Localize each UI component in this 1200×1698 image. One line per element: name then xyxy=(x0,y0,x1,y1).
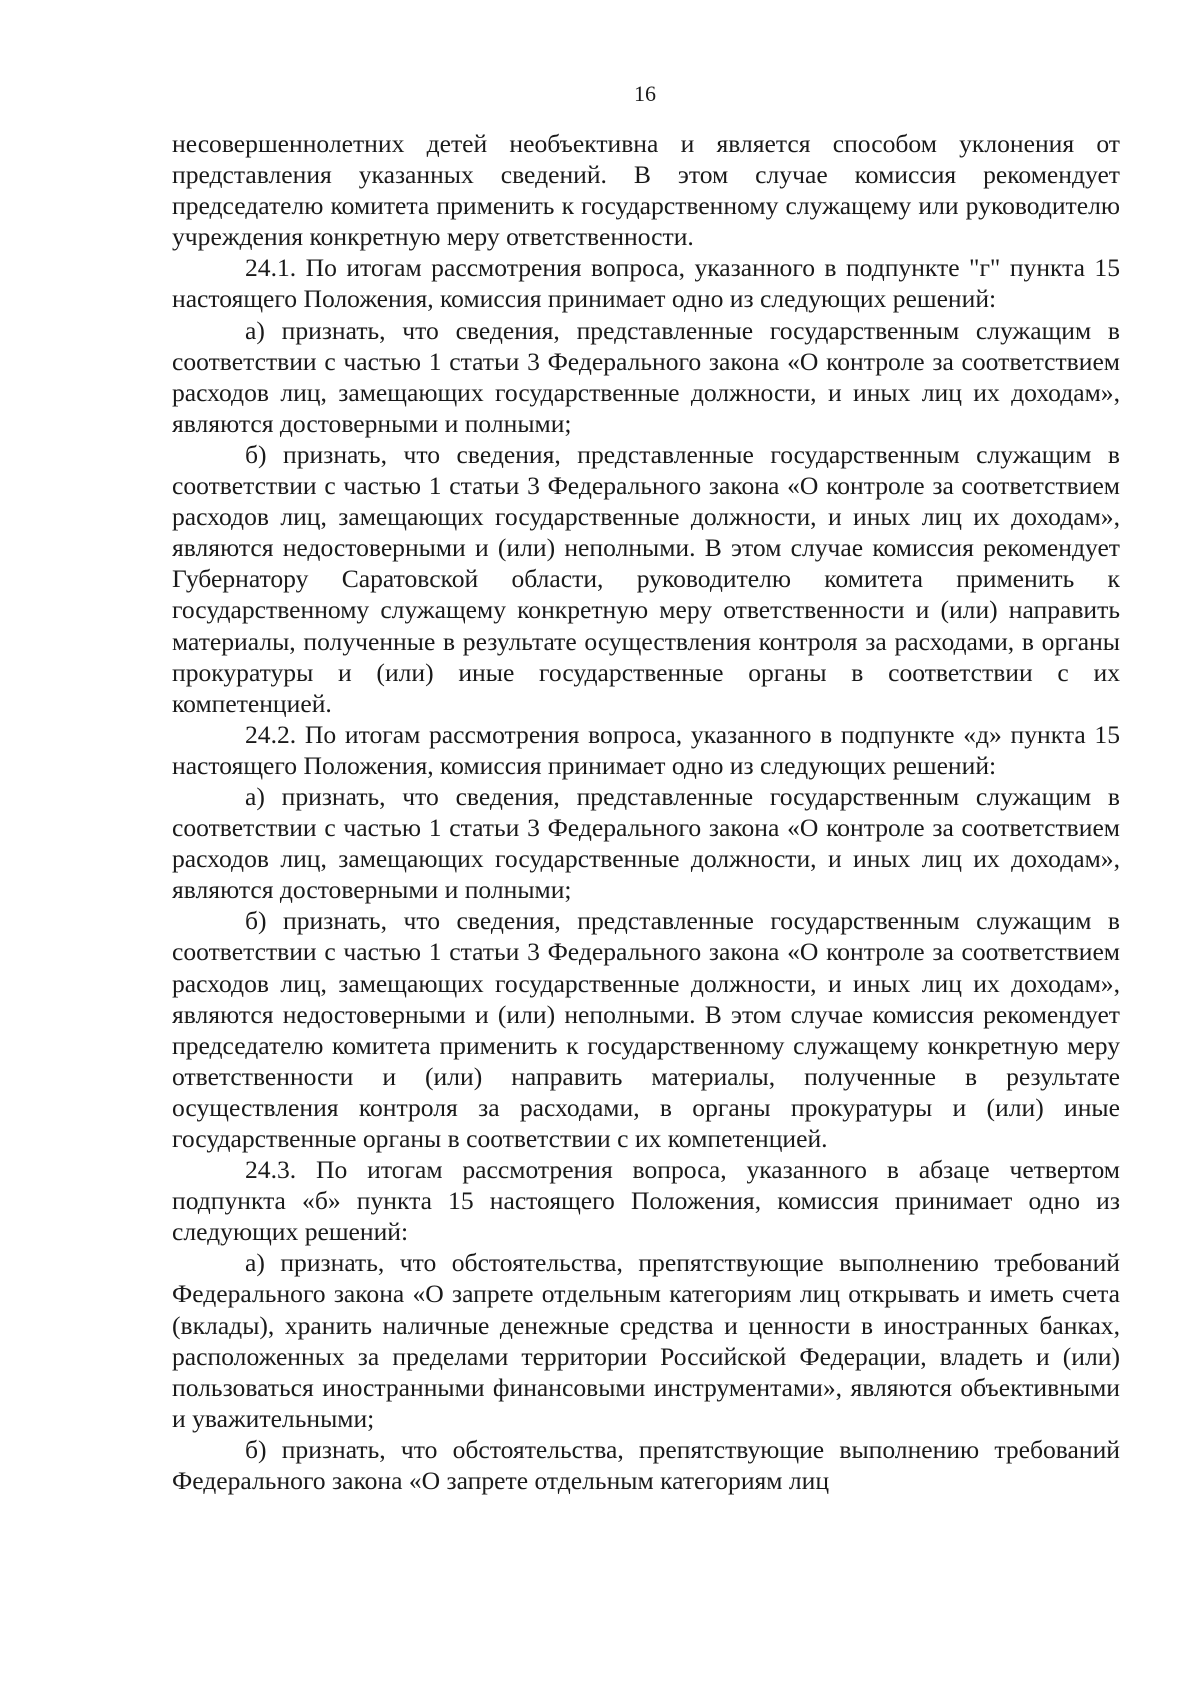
paragraph-24-3-a: а) признать, что обстоятельства, препятствующие выполнению требований Федерального закона «О запрете отдельным категориям лиц открывать и иметь счета (вклады), хранить наличные денежные средства и ценности в иностранных банках, расположенных за пределами территории Российской Федерации, владеть и (или) пользоваться иностранными финансовыми инструментами», являются объективными и уважительными; xyxy=(172,1248,1120,1433)
document-body xyxy=(172,128,1120,1496)
paragraph-24-3-b: б) признать, что обстоятельства, препятствующие выполнению требований Федерального закона «О запрете отдельным категориям лиц xyxy=(172,1434,1120,1496)
paragraph-24-2-a: а) признать, что сведения, представленные государственным служащим в соответствии с частью 1 статьи 3 Федерального закона «О контроле за соответствием расходов лиц, замещающих государственные должности, и иных лиц их доходам», являются достоверными и полными; xyxy=(172,781,1120,905)
page-number: 16 xyxy=(634,81,656,106)
paragraph-24-2: 24.2. По итогам рассмотрения вопроса, указанного в подпункте «д» пункта 15 настоящего Положения, комиссия принимает одно из следующих решений: xyxy=(172,719,1120,780)
paragraph-24-3: 24.3. По итогам рассмотрения вопроса, указанного в абзаце четвертом подпункта «б» пункта 15 настоящего Положения, комиссия принимает одно из следующих решений: xyxy=(172,1155,1120,1247)
paragraph-continuation: несовершеннолетних детей необъективна и является способом уклонения от представления указанных сведений. В этом случае комиссия рекомендует председателю комитета применить к государственному служащему или руководителю учреждения конкретную меру ответственности. xyxy=(172,129,1120,252)
paragraph-24-1-a: а) признать, что сведения, представленные государственным служащим в соответствии с частью 1 статьи 3 Федерального закона «О контроле за соответствием расходов лиц, замещающих государственные должности, и иных лиц их доходам», являются достоверными и полными; xyxy=(172,315,1120,438)
paragraph-24-1: 24.1. По итогам рассмотрения вопроса, указанного в подпункте "г" пункта 15 настоящего Положения, комиссия принимает одно из следующих решений: xyxy=(172,253,1120,314)
paragraph-24-1-b: б) признать, что сведения, представленные государственным служащим в соответствии с частью 1 статьи 3 Федерального закона «О контроле за соответствием расходов лиц, замещающих государственные должности, и иных лиц их доходам», являются недостоверными и (или) неполными. В этом случае комиссия рекомендует Губернатору Саратовской области, руководителю комитета применить к государственному служащему конкретную меру ответственности и (или) направить материалы, полученные в результате осуществления контроля за расходами, в органы прокуратуры и (или) иные государственные органы в соответствии с их компетенцией. xyxy=(172,439,1120,718)
paragraph-24-2-b: б) признать, что сведения, представленные государственным служащим в соответствии с частью 1 статьи 3 Федерального закона «О контроле за соответствием расходов лиц, замещающих государственные должности, и иных лиц их доходам», являются недостоверными и (или) неполными. В этом случае комиссия рекомендует председателю комитета применить к государственному служащему конкретную меру ответственности и (или) направить материалы, полученные в результате осуществления контроля за расходами, в органы прокуратуры и (или) иные государственные органы в соответствии с их компетенцией. xyxy=(172,906,1120,1153)
